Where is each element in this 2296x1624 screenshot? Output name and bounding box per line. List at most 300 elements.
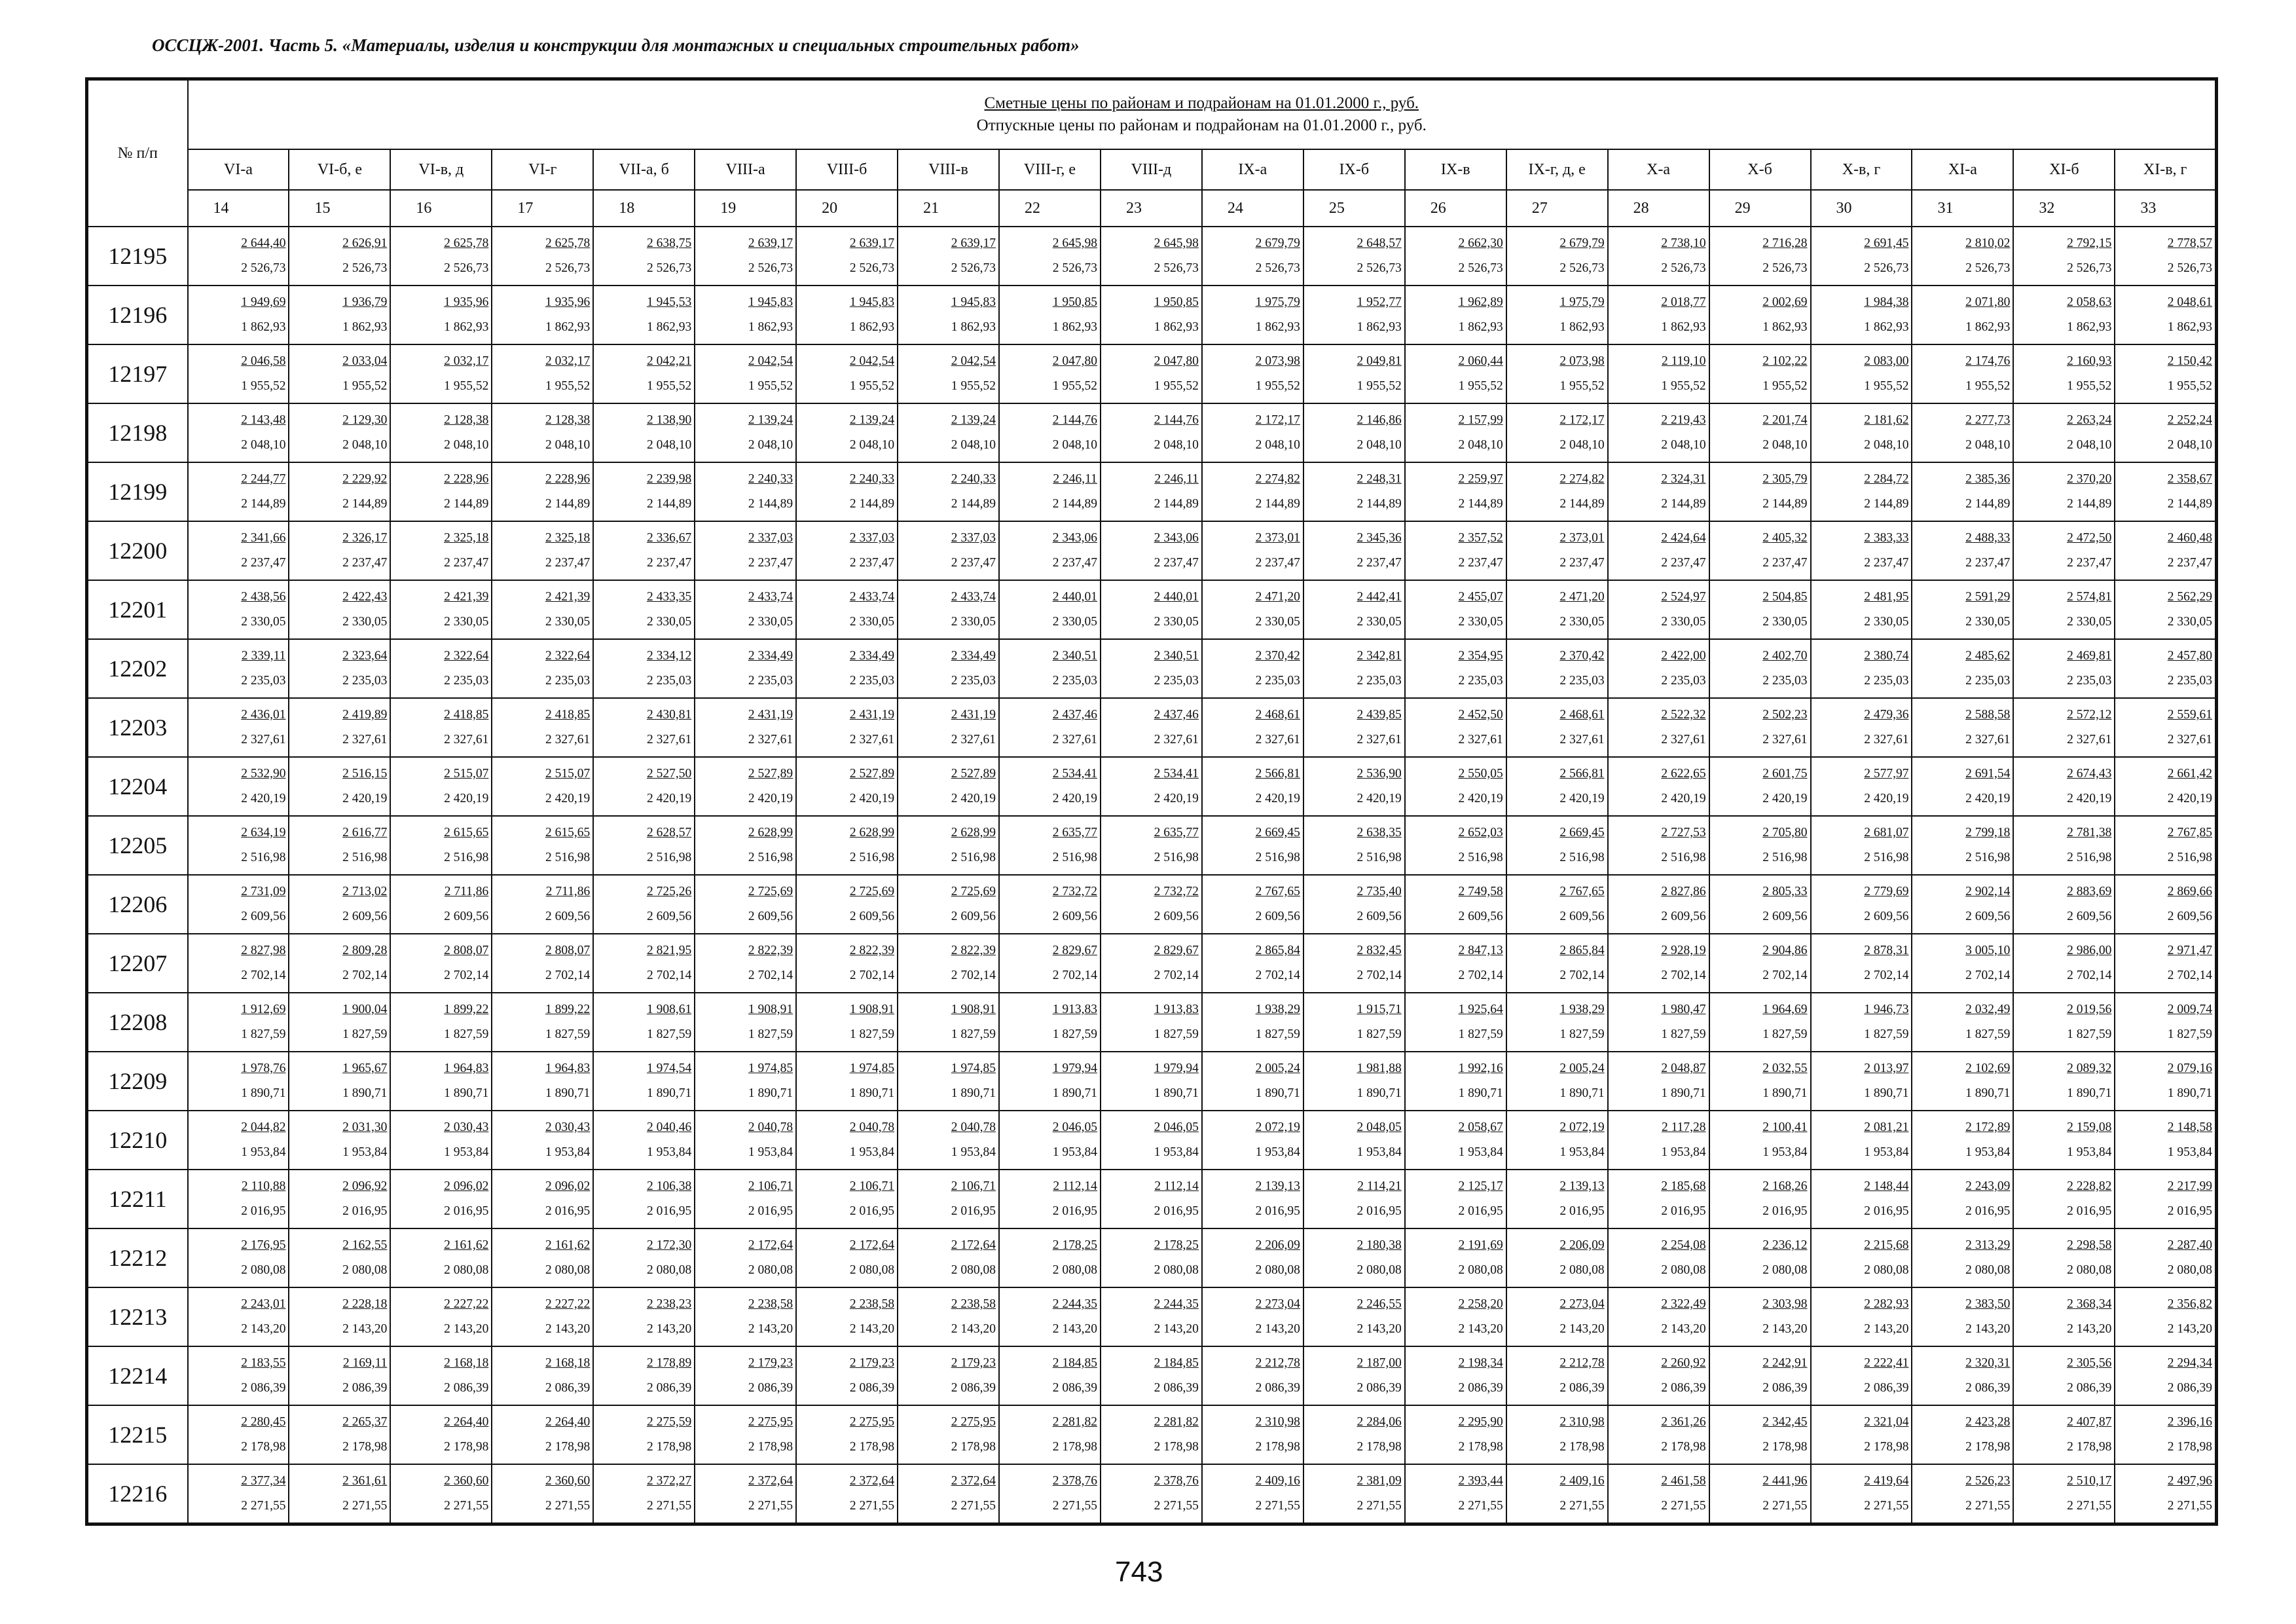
release-price: 2 080,08 [951, 1263, 996, 1277]
price-cell [289, 757, 390, 816]
estimate-price: 1 899,22 [545, 1003, 591, 1016]
estimate-price: 2 559,61 [2167, 708, 2212, 722]
estimate-price: 2 005,24 [1255, 1061, 1300, 1075]
release-price: 2 235,03 [1255, 674, 1300, 688]
estimate-price: 2 096,92 [342, 1179, 388, 1193]
release-price: 1 955,52 [1052, 379, 1097, 393]
estimate-price: 2 139,13 [1559, 1179, 1605, 1193]
price-cell [1101, 1287, 1202, 1346]
price-cell [188, 1346, 289, 1405]
release-price: 1 955,52 [342, 379, 388, 393]
release-price: 1 890,71 [1458, 1086, 1503, 1100]
price-cell [1608, 1287, 1709, 1346]
price-cell [1303, 816, 1405, 875]
price-cell [593, 462, 695, 521]
price-cell [999, 227, 1101, 286]
price-cell [898, 286, 999, 344]
estimate-price: 2 201,74 [1762, 413, 1808, 427]
price-cell [1811, 227, 1912, 286]
estimate-price: 2 527,89 [748, 767, 793, 781]
region-header: VI-в, д [390, 149, 492, 190]
estimate-price: 2 002,69 [1762, 295, 1808, 309]
estimate-price: 2 343,06 [1154, 531, 1199, 545]
price-cell [2115, 816, 2216, 875]
release-price: 2 271,55 [444, 1499, 489, 1513]
estimate-price: 2 431,19 [849, 708, 895, 722]
release-price: 2 080,08 [1052, 1263, 1097, 1277]
release-price: 2 048,10 [444, 438, 489, 452]
release-price: 1 955,52 [849, 379, 895, 393]
estimate-price: 2 181,62 [1864, 413, 1909, 427]
release-price: 2 526,73 [545, 261, 591, 275]
release-price: 1 827,59 [748, 1027, 793, 1041]
release-price: 1 953,84 [951, 1145, 996, 1159]
price-cell [1303, 1287, 1405, 1346]
estimate-price: 2 468,61 [1255, 708, 1300, 722]
price-cell [1709, 1405, 1811, 1464]
release-price: 2 048,10 [1864, 438, 1909, 452]
price-cell [999, 993, 1101, 1052]
estimate-price: 2 240,33 [951, 472, 996, 486]
estimate-price: 2 342,81 [1357, 649, 1402, 663]
price-cell [492, 344, 593, 403]
estimate-price: 2 032,17 [444, 354, 489, 368]
estimate-price: 2 281,82 [1154, 1415, 1199, 1429]
price-cell [492, 286, 593, 344]
estimate-price: 2 424,64 [1661, 531, 1706, 545]
estimate-price: 1 974,54 [646, 1061, 692, 1075]
price-cell [492, 227, 593, 286]
price-cell [1405, 757, 1506, 816]
estimate-price: 1 946,73 [1864, 1003, 1909, 1016]
estimate-price: 2 405,32 [1762, 531, 1808, 545]
estimate-price: 2 284,72 [1864, 472, 1909, 486]
price-cell [1709, 403, 1811, 462]
estimate-price: 2 119,10 [1662, 354, 1706, 368]
release-price: 2 516,98 [1255, 851, 1300, 864]
release-price: 2 048,10 [1255, 438, 1300, 452]
estimate-price: 2 294,34 [2167, 1356, 2212, 1370]
price-cell [1709, 521, 1811, 580]
table-row [87, 227, 2217, 286]
price-cell [2115, 1405, 2216, 1464]
column-number: 33 [2115, 190, 2216, 227]
estimate-price: 2 326,17 [342, 531, 388, 545]
estimate-price: 2 125,17 [1458, 1179, 1503, 1193]
estimate-price: 2 662,30 [1458, 236, 1503, 250]
price-cell [289, 403, 390, 462]
price-cell [1709, 1052, 1811, 1111]
price-cell [1101, 580, 1202, 639]
release-price: 2 086,39 [1458, 1381, 1503, 1395]
estimate-price: 2 180,38 [1357, 1238, 1402, 1252]
price-cell [1912, 462, 2013, 521]
estimate-price: 2 159,08 [2067, 1120, 2112, 1134]
estimate-price: 2 042,21 [646, 354, 692, 368]
column-number: 15 [289, 190, 390, 227]
price-cell [1811, 462, 1912, 521]
estimate-price: 2 073,98 [1559, 354, 1605, 368]
region-header: VI-г [492, 149, 593, 190]
region-header: VI-а [188, 149, 289, 190]
estimate-price: 2 883,69 [2067, 885, 2112, 898]
release-price: 2 048,10 [545, 438, 591, 452]
estimate-price: 2 799,18 [1965, 826, 2011, 840]
price-cell [1506, 757, 1608, 816]
estimate-price: 2 372,64 [849, 1474, 895, 1488]
price-cell [1709, 698, 1811, 757]
estimate-price: 2 433,74 [748, 590, 793, 604]
release-price: 2 702,14 [1458, 969, 1503, 982]
estimate-price: 2 572,12 [2067, 708, 2112, 722]
price-cell [695, 993, 796, 1052]
estimate-price: 2 361,26 [1661, 1415, 1706, 1429]
release-price: 2 327,61 [444, 733, 489, 747]
release-price: 2 080,08 [1559, 1263, 1605, 1277]
release-price: 2 143,20 [545, 1322, 591, 1336]
price-cell [593, 993, 695, 1052]
estimate-price: 1 915,71 [1357, 1003, 1402, 1016]
price-cell [695, 1111, 796, 1170]
estimate-price: 2 725,69 [748, 885, 793, 898]
release-price: 2 086,39 [545, 1381, 591, 1395]
price-cell [999, 1464, 1101, 1524]
release-price: 2 235,03 [849, 674, 895, 688]
estimate-price: 2 303,98 [1762, 1297, 1808, 1311]
release-price: 2 420,19 [646, 792, 692, 805]
estimate-price: 2 275,95 [849, 1415, 895, 1429]
estimate-price: 1 964,69 [1762, 1003, 1808, 1016]
estimate-price: 2 510,17 [2067, 1474, 2112, 1488]
estimate-price: 2 343,06 [1052, 531, 1097, 545]
estimate-price: 2 106,71 [748, 1179, 793, 1193]
price-cell [1608, 462, 1709, 521]
estimate-price: 2 809,28 [342, 944, 388, 957]
estimate-price: 2 174,76 [1965, 354, 2011, 368]
release-price: 2 086,39 [342, 1381, 388, 1395]
price-cell [492, 875, 593, 934]
price-cell [1202, 1052, 1303, 1111]
price-cell [898, 639, 999, 698]
region-header: VIII-в [898, 149, 999, 190]
price-cell [1912, 875, 2013, 934]
release-price: 1 827,59 [1559, 1027, 1605, 1041]
release-price: 2 080,08 [241, 1263, 286, 1277]
estimate-price: 2 805,33 [1762, 885, 1808, 898]
release-price: 2 235,03 [1154, 674, 1199, 688]
price-cell [1506, 993, 1608, 1052]
price-cell [1709, 462, 1811, 521]
estimate-price: 2 033,04 [342, 354, 388, 368]
estimate-price: 2 422,00 [1661, 649, 1706, 663]
price-cell [695, 344, 796, 403]
price-cell [593, 403, 695, 462]
estimate-price: 2 047,80 [1052, 354, 1097, 368]
title-estimate-prices: Сметные цены по районам и подрайонам на 01.01.2000 г., руб. [984, 94, 1419, 112]
estimate-price: 2 639,17 [849, 236, 895, 250]
price-cell [2013, 1464, 2115, 1524]
item-code: 12195 [87, 227, 188, 286]
item-code: 12205 [87, 816, 188, 875]
estimate-price: 2 139,24 [849, 413, 895, 427]
release-price: 2 080,08 [342, 1263, 388, 1277]
release-price: 2 526,73 [1864, 261, 1909, 275]
estimate-price: 2 515,07 [545, 767, 591, 781]
release-price: 2 080,08 [545, 1263, 591, 1277]
item-code: 12208 [87, 993, 188, 1052]
price-cell [593, 757, 695, 816]
release-price: 2 526,73 [2067, 261, 2112, 275]
estimate-price: 2 284,06 [1357, 1415, 1402, 1429]
release-price: 2 143,20 [2067, 1322, 2112, 1336]
region-header: IX-г, д, е [1506, 149, 1608, 190]
estimate-price: 2 243,09 [1965, 1179, 2011, 1193]
estimate-price: 2 442,41 [1357, 590, 1402, 604]
price-cell [898, 462, 999, 521]
price-cell [1405, 1052, 1506, 1111]
release-price: 1 827,59 [1052, 1027, 1097, 1041]
release-price: 2 048,10 [951, 438, 996, 452]
release-price: 2 526,73 [1357, 261, 1402, 275]
price-cell [898, 934, 999, 993]
price-cell [1709, 875, 1811, 934]
estimate-price: 2 161,62 [444, 1238, 489, 1252]
release-price: 2 609,56 [342, 910, 388, 923]
release-price: 2 609,56 [1864, 910, 1909, 923]
estimate-price: 2 361,61 [342, 1474, 388, 1488]
price-cell [1506, 875, 1608, 934]
estimate-price: 2 246,11 [1053, 472, 1097, 486]
estimate-price: 2 246,11 [1154, 472, 1199, 486]
column-number: 27 [1506, 190, 1608, 227]
price-cell [593, 816, 695, 875]
price-cell [1811, 1464, 1912, 1524]
estimate-price: 2 625,78 [545, 236, 591, 250]
release-price: 2 330,05 [1255, 615, 1300, 629]
release-price: 2 086,39 [1661, 1381, 1706, 1395]
price-cell [1303, 1346, 1405, 1405]
estimate-price: 2 522,32 [1661, 708, 1706, 722]
release-price: 1 862,93 [1661, 320, 1706, 334]
estimate-price: 2 471,20 [1559, 590, 1605, 604]
release-price: 2 237,47 [2167, 556, 2212, 570]
price-cell [593, 1170, 695, 1228]
release-price: 2 144,89 [1255, 497, 1300, 511]
release-price: 2 178,98 [1559, 1440, 1605, 1454]
estimate-price: 2 310,98 [1255, 1415, 1300, 1429]
estimate-price: 2 725,26 [646, 885, 692, 898]
price-cell [1101, 462, 1202, 521]
release-price: 2 235,03 [444, 674, 489, 688]
price-cell [1506, 462, 1608, 521]
price-cell [1405, 1405, 1506, 1464]
release-price: 1 862,93 [1357, 320, 1402, 334]
estimate-price: 2 172,17 [1255, 413, 1300, 427]
release-price: 2 330,05 [2167, 615, 2212, 629]
item-code: 12212 [87, 1228, 188, 1287]
release-price: 2 237,47 [849, 556, 895, 570]
release-price: 2 178,98 [1052, 1440, 1097, 1454]
price-cell [390, 1228, 492, 1287]
estimate-price: 1 908,91 [951, 1003, 996, 1016]
estimate-price: 2 971,47 [2167, 944, 2212, 957]
price-cell [999, 1052, 1101, 1111]
price-cell [593, 1287, 695, 1346]
price-cell [1506, 1346, 1608, 1405]
release-price: 1 890,71 [444, 1086, 489, 1100]
price-cell [1202, 1170, 1303, 1228]
estimate-price: 2 652,03 [1458, 826, 1503, 840]
price-cell [188, 1228, 289, 1287]
estimate-price: 2 342,45 [1762, 1415, 1808, 1429]
release-price: 2 271,55 [748, 1499, 793, 1513]
estimate-price: 1 908,61 [646, 1003, 692, 1016]
estimate-price: 2 725,69 [849, 885, 895, 898]
release-price: 2 016,95 [241, 1204, 286, 1218]
release-price: 1 890,71 [1154, 1086, 1199, 1100]
estimate-price: 2 469,81 [2067, 649, 2112, 663]
release-price: 2 271,55 [342, 1499, 388, 1513]
release-price: 2 330,05 [1052, 615, 1097, 629]
estimate-price: 2 527,89 [951, 767, 996, 781]
price-cell [1202, 875, 1303, 934]
price-cell [188, 1052, 289, 1111]
column-number: 31 [1912, 190, 2013, 227]
estimate-price: 2 638,75 [646, 236, 692, 250]
price-cell [1608, 698, 1709, 757]
estimate-price: 2 433,74 [849, 590, 895, 604]
release-price: 2 080,08 [849, 1263, 895, 1277]
estimate-price: 2 372,27 [646, 1474, 692, 1488]
estimate-price: 2 322,64 [545, 649, 591, 663]
release-price: 2 702,14 [444, 969, 489, 982]
estimate-price: 2 526,23 [1965, 1474, 2011, 1488]
estimate-price: 2 393,44 [1458, 1474, 1503, 1488]
release-price: 2 235,03 [1458, 674, 1503, 688]
price-cell [1202, 1346, 1303, 1405]
price-cell [796, 698, 898, 757]
estimate-price: 2 176,95 [241, 1238, 286, 1252]
release-price: 2 143,20 [1458, 1322, 1503, 1336]
price-cell [1709, 286, 1811, 344]
estimate-price: 2 515,07 [444, 767, 489, 781]
estimate-price: 2 832,45 [1357, 944, 1402, 957]
price-cell [1811, 1228, 1912, 1287]
release-price: 1 953,84 [1154, 1145, 1199, 1159]
price-cell [188, 1111, 289, 1170]
estimate-price: 2 282,93 [1864, 1297, 1909, 1311]
price-cell [1405, 639, 1506, 698]
price-cell [1101, 1052, 1202, 1111]
estimate-price: 2 260,92 [1661, 1356, 1706, 1370]
price-cell [1303, 934, 1405, 993]
release-price: 2 086,39 [748, 1381, 793, 1395]
release-price: 1 827,59 [1661, 1027, 1706, 1041]
release-price: 2 144,89 [646, 497, 692, 511]
page-number: 743 [1115, 1556, 1163, 1588]
price-cell [1506, 816, 1608, 875]
price-cell [1811, 1170, 1912, 1228]
release-price: 2 516,98 [241, 851, 286, 864]
price-cell [1811, 1287, 1912, 1346]
price-cell [1303, 1228, 1405, 1287]
price-cell [1811, 757, 1912, 816]
price-cell [1202, 227, 1303, 286]
release-price: 2 048,10 [2067, 438, 2112, 452]
item-code: 12211 [87, 1170, 188, 1228]
item-code: 12215 [87, 1405, 188, 1464]
release-price: 2 235,03 [2167, 674, 2212, 688]
price-cell [1811, 698, 1912, 757]
price-cell [2013, 698, 2115, 757]
estimate-price: 1 938,29 [1559, 1003, 1605, 1016]
release-price: 2 144,89 [2167, 497, 2212, 511]
release-price: 2 237,47 [545, 556, 591, 570]
release-price: 2 144,89 [545, 497, 591, 511]
estimate-price: 2 372,64 [748, 1474, 793, 1488]
price-cell [1912, 1287, 2013, 1346]
release-price: 2 048,10 [1661, 438, 1706, 452]
price-cell [2013, 403, 2115, 462]
estimate-price: 2 468,61 [1559, 708, 1605, 722]
estimate-price: 2 321,04 [1864, 1415, 1909, 1429]
estimate-price: 2 419,89 [342, 708, 388, 722]
price-cell [1506, 1228, 1608, 1287]
release-price: 2 143,20 [1965, 1322, 2011, 1336]
estimate-price: 1 974,85 [849, 1061, 895, 1075]
estimate-price: 2 732,72 [1052, 885, 1097, 898]
release-price: 2 086,39 [2067, 1381, 2112, 1395]
price-cell [695, 462, 796, 521]
price-cell [695, 1228, 796, 1287]
estimate-price: 2 485,62 [1965, 649, 2011, 663]
estimate-price: 2 046,05 [1154, 1120, 1199, 1134]
price-cell [390, 1405, 492, 1464]
release-price: 2 516,98 [1559, 851, 1605, 864]
price-cell [1202, 403, 1303, 462]
price-cell [492, 934, 593, 993]
price-cell [1811, 1052, 1912, 1111]
release-price: 2 420,19 [342, 792, 388, 805]
price-cell [188, 462, 289, 521]
release-price: 1 953,84 [1052, 1145, 1097, 1159]
price-cell [492, 403, 593, 462]
price-cell [2013, 580, 2115, 639]
release-price: 2 271,55 [1154, 1499, 1199, 1513]
price-cell [593, 580, 695, 639]
price-cell [188, 1287, 289, 1346]
estimate-price: 1 975,79 [1559, 295, 1605, 309]
price-cell [796, 462, 898, 521]
price-cell [188, 875, 289, 934]
price-cell [1811, 521, 1912, 580]
estimate-price: 1 952,77 [1357, 295, 1402, 309]
estimate-price: 2 160,93 [2067, 354, 2112, 368]
release-price: 2 327,61 [951, 733, 996, 747]
estimate-price: 2 169,11 [342, 1356, 388, 1370]
price-cell [188, 227, 289, 286]
release-price: 2 178,98 [1357, 1440, 1402, 1454]
release-price: 2 178,98 [1255, 1440, 1300, 1454]
price-cell [289, 816, 390, 875]
release-price: 2 143,20 [1762, 1322, 1808, 1336]
estimate-price: 2 345,36 [1357, 531, 1402, 545]
release-price: 2 526,73 [2167, 261, 2212, 275]
price-cell [2115, 1052, 2216, 1111]
price-cell [492, 1228, 593, 1287]
release-price: 1 827,59 [1965, 1027, 2011, 1041]
release-price: 2 235,03 [1661, 674, 1706, 688]
